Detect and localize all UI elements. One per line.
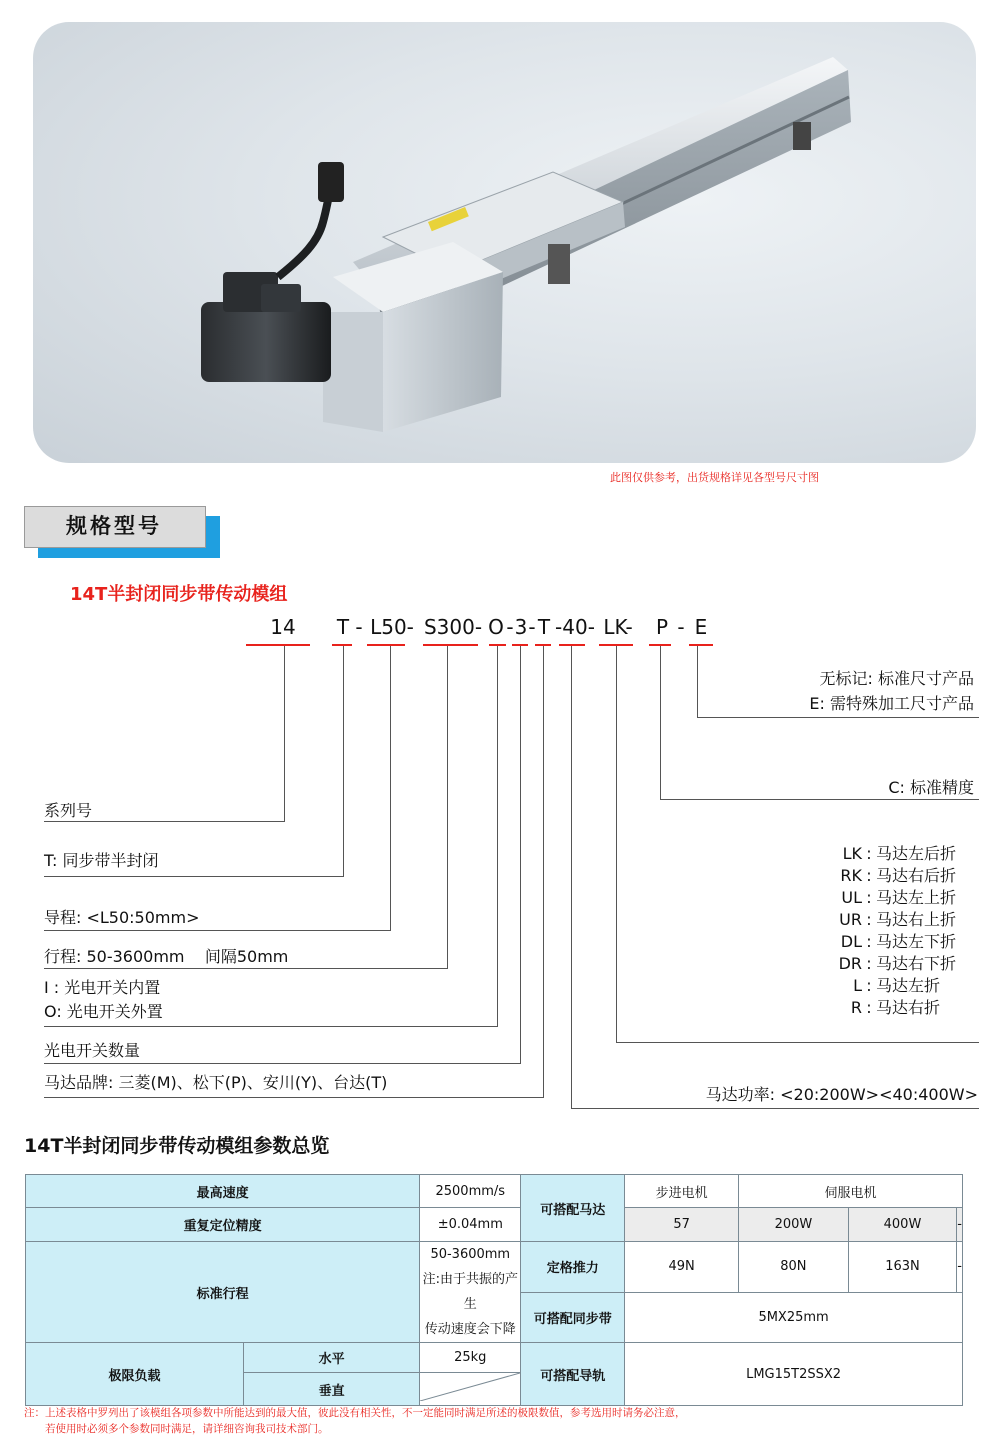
stepper-label: 步进电机 xyxy=(625,1175,739,1208)
rail-value: LMG15T2SSX2 xyxy=(625,1343,963,1406)
code-type: T xyxy=(336,615,350,639)
label-stroke: 行程: 50-3600mm 间隔50mm xyxy=(44,947,289,966)
code-switch: O xyxy=(488,615,504,639)
load-label: 极限负载 xyxy=(26,1343,244,1406)
table-title: 14T半封闭同步带传动模组参数总览 xyxy=(24,1135,330,1157)
label-precision: C: 标准精度 xyxy=(888,778,974,797)
not-applicable-slash xyxy=(420,1373,520,1401)
fold-row: LK : 马达左后折 xyxy=(842,844,957,863)
fold-row: UL : 马达左上折 xyxy=(841,888,957,907)
model-title: 14T半封闭同步带传动模组 xyxy=(70,584,288,605)
label-switch-external: O: 光电开关外置 xyxy=(44,1002,163,1021)
code-motor-brand: T xyxy=(537,615,551,639)
underline xyxy=(423,644,478,646)
footnote-line-2: 若使用时必须多个参数同时满足，请详细咨询我司技术部门。 xyxy=(45,1423,329,1435)
repeat-precision-label: 重复定位精度 xyxy=(26,1208,420,1242)
fold-row: RK : 马达右后折 xyxy=(840,866,957,885)
belt-label: 可搭配同步带 xyxy=(521,1292,625,1343)
underline xyxy=(689,644,713,646)
sensor-bracket xyxy=(548,244,570,284)
horizontal-label: 水平 xyxy=(243,1343,419,1373)
label-switch-qty: 光电开关数量 xyxy=(44,1041,141,1060)
label-motor-brand: 马达品牌: 三菱(M)、松下(P)、安川(Y)、台达(T) xyxy=(44,1073,388,1092)
underline xyxy=(332,644,352,646)
underline xyxy=(367,644,405,646)
fold-row: DL : 马达左下折 xyxy=(840,932,957,951)
rail-label: 可搭配导轨 xyxy=(521,1343,625,1406)
label-lead: 导程: <L50:50mm> xyxy=(44,908,200,927)
vertical-label: 垂直 xyxy=(243,1373,419,1406)
thrust-label: 定格推力 xyxy=(521,1242,625,1293)
code-motor-power: -40- xyxy=(555,615,595,639)
repeat-precision-value: ±0.04mm xyxy=(420,1208,521,1242)
parameters-table xyxy=(25,1174,963,1406)
belt-value: 5MX25mm xyxy=(625,1292,963,1343)
motor-size-200w: 200W xyxy=(739,1208,849,1242)
servo-label: 伺服电机 xyxy=(739,1175,963,1208)
label-switch-internal: I : 光电开关内置 xyxy=(44,978,161,997)
image-disclaimer: 此图仅供参考，出货规格详见各型号尺寸图 xyxy=(610,471,819,484)
code-stroke: S300- xyxy=(423,615,483,639)
thrust-value: 80N xyxy=(739,1242,849,1293)
vertical-value xyxy=(420,1373,521,1406)
code-dash: - xyxy=(677,615,685,639)
motor-size-400w: 400W xyxy=(848,1208,957,1242)
fold-row: R : 马达右折 xyxy=(850,998,941,1017)
code-series: 14 xyxy=(270,615,296,639)
thrust-value: 163N xyxy=(848,1242,957,1293)
stroke-value: 50-3600mm 注:由于共振的产生 传动速度会下降 xyxy=(420,1242,521,1343)
horizontal-value: 25kg xyxy=(420,1343,521,1373)
code-motor-fold: LK- xyxy=(603,615,633,639)
label-motor-power: 马达功率: <20:200W><40:400W> xyxy=(705,1085,978,1104)
servo-motor xyxy=(201,302,331,382)
code-size: E xyxy=(694,615,708,639)
motor-fold-list xyxy=(820,843,980,1019)
fold-row: L : 马达左折 xyxy=(853,976,941,995)
code-precision: P xyxy=(655,615,669,639)
code-lead: L50- xyxy=(370,615,414,639)
thrust-value: - xyxy=(957,1242,963,1293)
motor-size-none: - xyxy=(957,1208,963,1242)
motor-label: 可搭配马达 xyxy=(521,1175,625,1242)
motor-size-stepper: 57 xyxy=(625,1208,739,1242)
footnote-line-1: 注：上述表格中罗列出了该模组各项参数中所能达到的最大值，彼此没有相关性，不一定能同时满足所述的极限数值，参考选用时请务必注意， xyxy=(24,1407,686,1419)
label-series: 系列号 xyxy=(44,801,93,820)
max-speed-label: 最高速度 xyxy=(26,1175,420,1208)
section-title: 规格型号 xyxy=(66,514,162,538)
fold-row: UR : 马达右上折 xyxy=(839,910,957,929)
linear-module-illustration xyxy=(33,22,976,463)
code-dash: - xyxy=(355,615,363,639)
label-special-size: E: 需特殊加工尺寸产品 xyxy=(809,694,974,713)
code-dash: - xyxy=(528,615,536,639)
thrust-value: 49N xyxy=(625,1242,739,1293)
code-dash: - xyxy=(506,615,514,639)
max-speed-value: 2500mm/s xyxy=(420,1175,521,1208)
label-type: T: 同步带半封闭 xyxy=(44,851,159,870)
underline xyxy=(559,644,585,646)
product-photo xyxy=(33,22,976,463)
fold-row: DR : 马达右下折 xyxy=(838,954,957,973)
stroke-label: 标准行程 xyxy=(26,1242,420,1343)
label-std-size: 无标记: 标准尺寸产品 xyxy=(819,669,974,688)
underline xyxy=(246,644,310,646)
code-switch-qty: 3 xyxy=(514,615,528,639)
